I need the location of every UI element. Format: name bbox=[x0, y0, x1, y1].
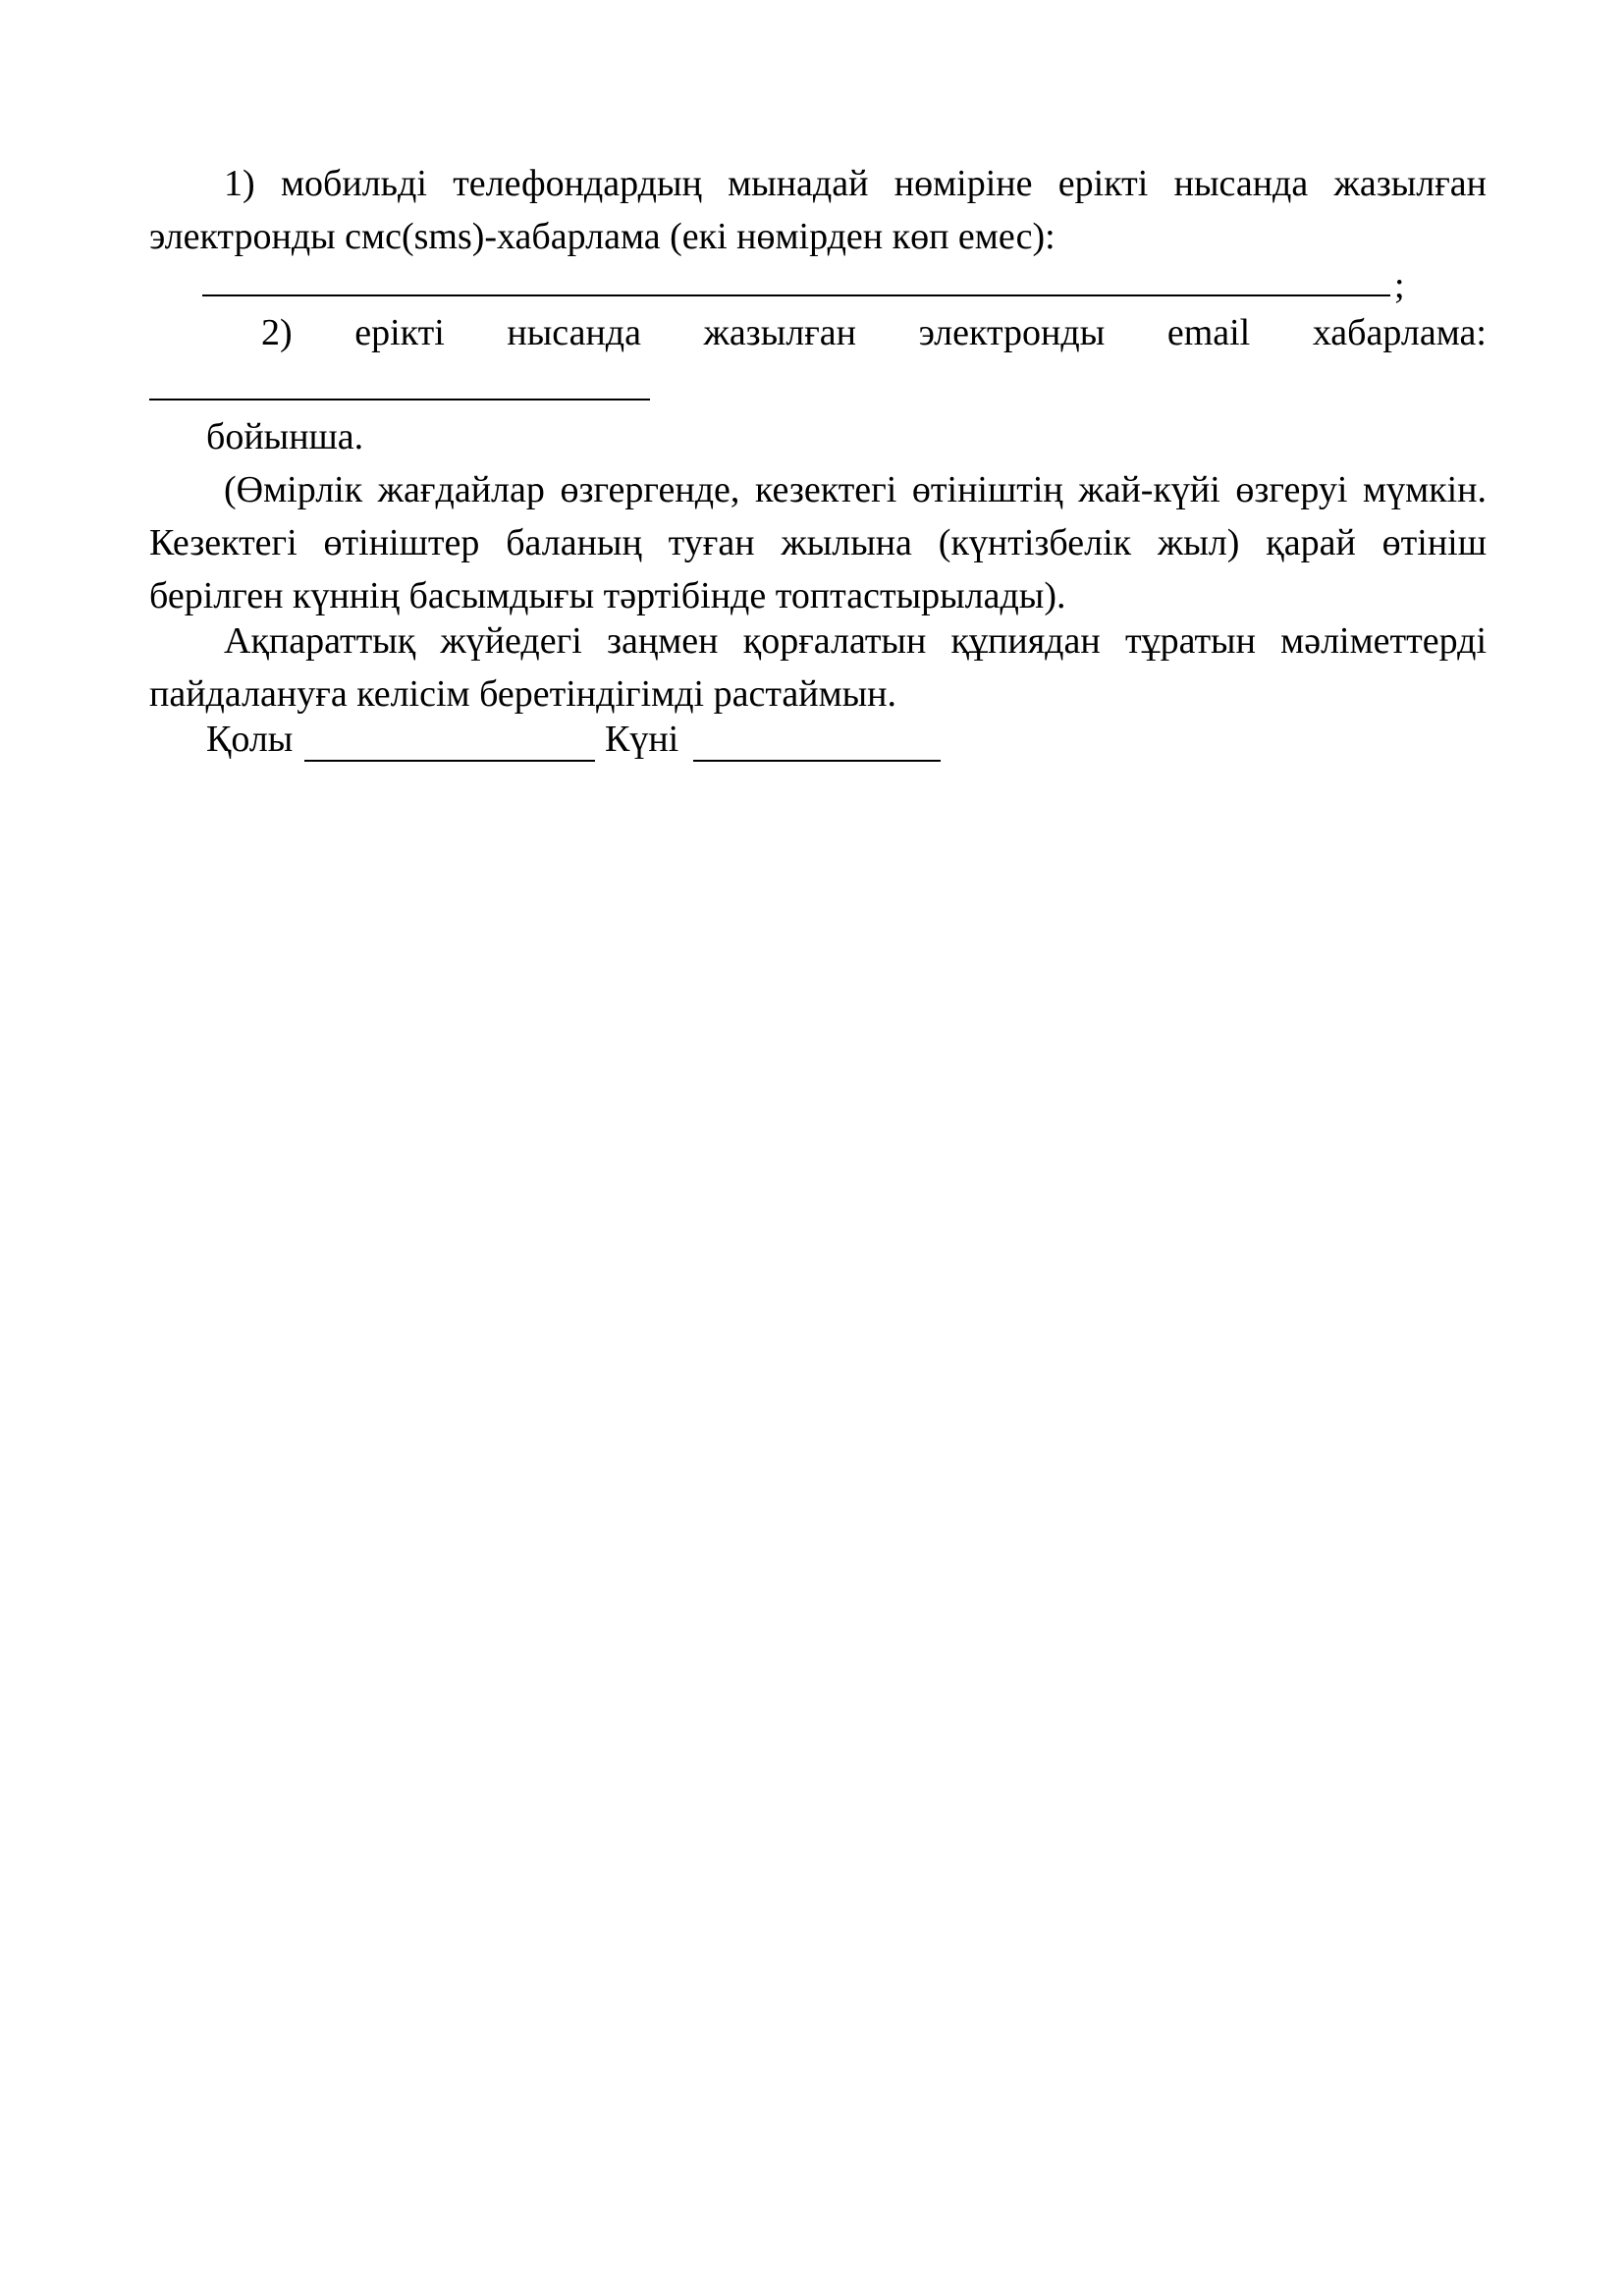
note-paragraph: (Өмірлік жағдайлар өзгергенде, кезектегі өтініштің жай-күйі өзгеруі мүмкін. Кезектегі өтініштер баланың туған жылына (күнтізбелік жыл) қарай өтініш берілген күннің басымдығы тәртібінде топтастырылады). bbox=[149, 469, 1487, 616]
item-2-word: 2) bbox=[261, 312, 293, 353]
item-2-word: электронды bbox=[918, 312, 1106, 353]
email-field[interactable] bbox=[149, 399, 650, 400]
item-2-word: ерікті bbox=[354, 312, 445, 353]
item-1-terminator: ; bbox=[1394, 265, 1405, 306]
item-2-word: нысанда bbox=[507, 312, 641, 353]
consent-paragraph: Ақпараттық жүйедегі заңмен қорғалатын құпиядан тұратын мәліметтерді пайдалануға келісім беретіндігімді растаймын. bbox=[149, 620, 1487, 715]
phone-number-field[interactable] bbox=[202, 294, 1390, 296]
date-label: Күні bbox=[605, 719, 679, 760]
item-2-word: хабарлама: bbox=[1312, 312, 1487, 353]
item-2-text bbox=[261, 306, 1487, 359]
signature-label: Қолы bbox=[206, 719, 294, 760]
suffix-text: бойынша. bbox=[206, 416, 364, 457]
item-2-word: email bbox=[1166, 312, 1251, 353]
signature-field[interactable] bbox=[304, 760, 595, 762]
date-field[interactable] bbox=[693, 760, 941, 762]
item-1-text: 1) мобильді телефондардың мынадай нөміріне ерікті нысанда жазылған электронды смс(sms)-хабарлама (екі нөмірден көп емес): bbox=[149, 163, 1487, 257]
item-2-word: жазылған bbox=[703, 312, 856, 353]
